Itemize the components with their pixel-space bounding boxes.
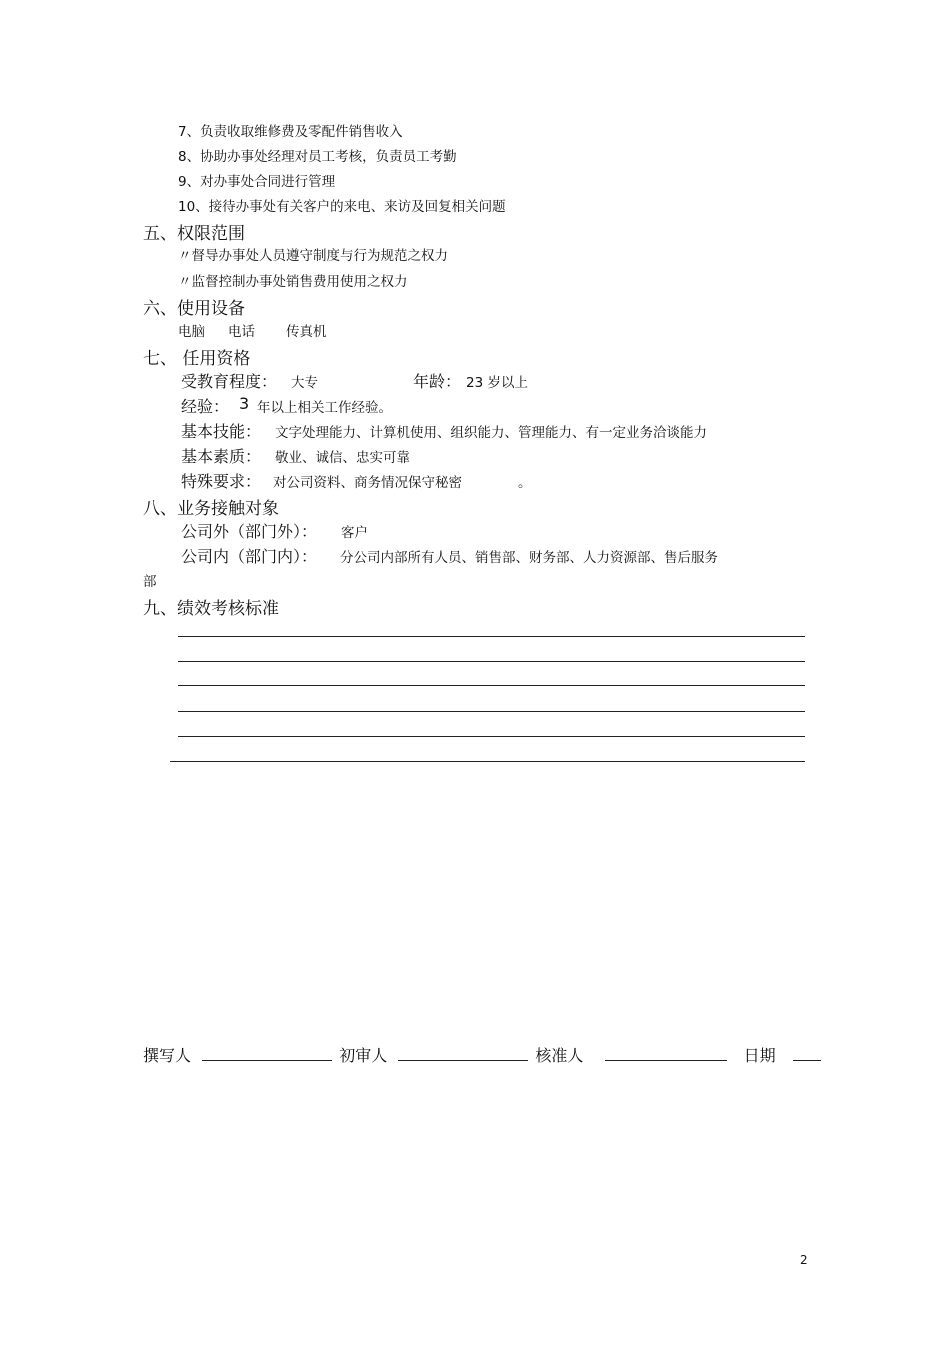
external-contact-value: 客户 bbox=[341, 525, 368, 541]
equipment-item-phone: 电话 bbox=[228, 324, 255, 340]
blank-line bbox=[178, 685, 805, 686]
experience-value: 年以上相关工作经验。 bbox=[257, 400, 392, 416]
section-heading-performance: 九、绩效考核标准 bbox=[143, 599, 279, 619]
blank-line bbox=[178, 711, 805, 712]
duty-item-9: 9、对办事处合同进行管理 bbox=[178, 174, 336, 190]
writer-label: 撰写人 bbox=[143, 1046, 192, 1065]
special-end-mark: 。 bbox=[518, 475, 532, 491]
reviewer-blank[interactable] bbox=[398, 1044, 528, 1061]
date-label: 日期 bbox=[743, 1046, 776, 1065]
page-number: 2 bbox=[800, 1253, 808, 1267]
internal-contact-wrap: 部 bbox=[143, 574, 157, 590]
blank-line bbox=[178, 636, 805, 637]
authority-item-1: 〃督导办事处人员遵守制度与行为规范之权力 bbox=[178, 248, 448, 264]
section-heading-contacts: 八、业务接触对象 bbox=[143, 499, 279, 519]
blank-line bbox=[178, 661, 805, 662]
education-value: 大专 bbox=[291, 375, 318, 391]
internal-contact-label: 公司内（部门内）： bbox=[181, 547, 318, 566]
approver-label: 核准人 bbox=[535, 1046, 584, 1065]
external-contact-label: 公司外（部门外）： bbox=[181, 522, 318, 541]
internal-contact-value: 分公司内部所有人员、销售部、财务部、人力资源部、售后服务 bbox=[340, 550, 718, 566]
age-value: 23 岁以上 bbox=[466, 375, 528, 391]
equipment-item-fax: 传真机 bbox=[286, 324, 327, 340]
blank-line bbox=[178, 736, 805, 737]
date-blank[interactable] bbox=[793, 1044, 821, 1061]
duty-item-7: 7、负责收取维修费及零配件销售收入 bbox=[178, 124, 403, 140]
duty-item-8: 8、协助办事处经理对员工考核，负责员工考勤 bbox=[178, 149, 457, 165]
section-heading-equipment: 六、使用设备 bbox=[143, 299, 245, 319]
writer-blank[interactable] bbox=[202, 1044, 332, 1061]
section-heading-authority: 五、权限范围 bbox=[143, 224, 245, 244]
skills-label: 基本技能： bbox=[181, 422, 262, 441]
education-label: 受教育程度： bbox=[181, 372, 278, 391]
experience-years: 3 bbox=[239, 394, 250, 413]
authority-item-2: 〃监督控制办事处销售费用使用之权力 bbox=[178, 274, 408, 290]
duty-item-10: 10、接待办事处有关客户的来电、来访及回复相关问题 bbox=[178, 199, 506, 215]
quality-value: 敬业、诚信、忠实可靠 bbox=[275, 450, 410, 466]
experience-label: 经验： bbox=[181, 397, 230, 416]
quality-label: 基本素质： bbox=[181, 447, 262, 466]
special-value: 对公司资料、商务情况保守秘密 bbox=[273, 475, 462, 491]
age-label: 年龄： bbox=[413, 372, 462, 391]
section-heading-qualifications: 七、 任用资格 bbox=[143, 349, 251, 369]
reviewer-label: 初审人 bbox=[339, 1046, 388, 1065]
equipment-item-computer: 电脑 bbox=[178, 324, 205, 340]
skills-value: 文字处理能力、计算机使用、组织能力、管理能力、有一定业务洽谈能力 bbox=[275, 425, 707, 441]
blank-line bbox=[170, 761, 805, 762]
signature-row bbox=[143, 1043, 821, 1066]
approver-blank[interactable] bbox=[605, 1044, 727, 1061]
special-label: 特殊要求： bbox=[181, 472, 262, 491]
